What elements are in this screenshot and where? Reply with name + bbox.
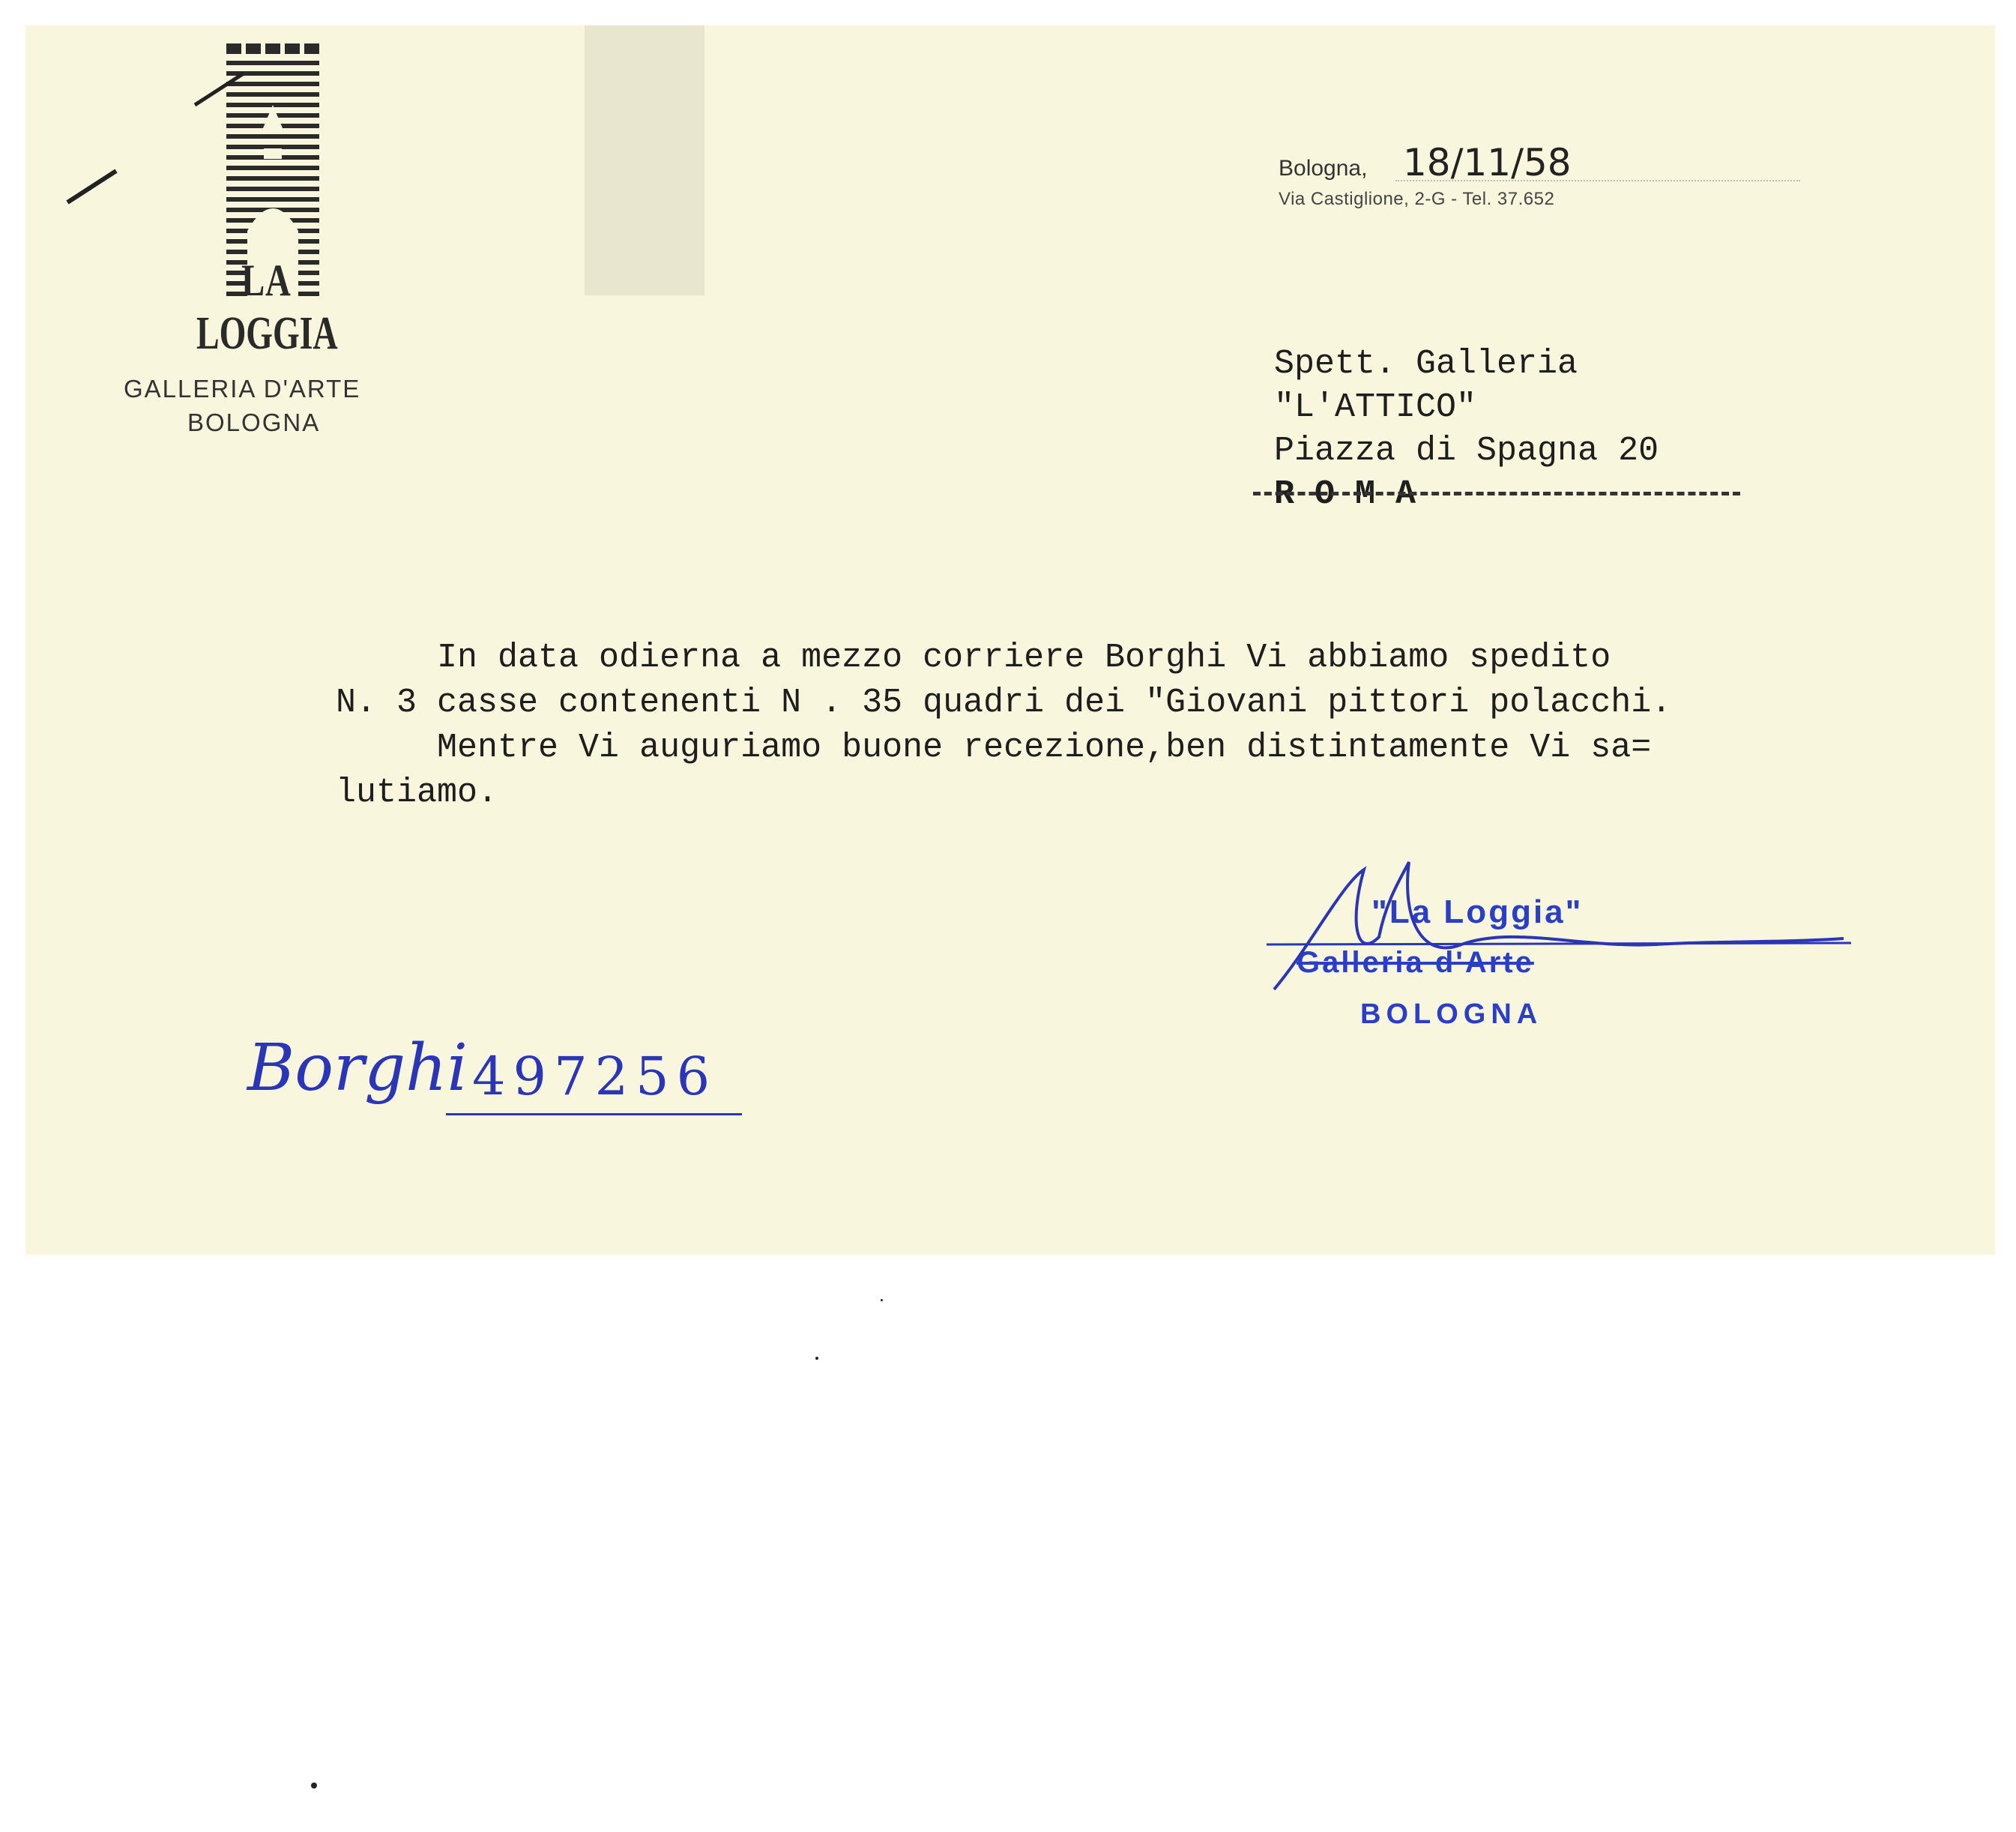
- stamp-gallery-type: Galleria d'Arte: [1297, 946, 1534, 979]
- handwritten-name: Borghi: [247, 1031, 468, 1106]
- sender-address: Via Castiglione, 2-G - Tel. 37.652: [1279, 189, 1555, 209]
- brand-la: LA: [241, 256, 292, 305]
- date-rule: [1395, 180, 1800, 181]
- recipient-line-4: R O M A: [1274, 475, 1416, 513]
- speck: [881, 1299, 883, 1301]
- body-line-2: N. 3 casse contenenti N . 35 quadri dei "Giovani pittori polacchi.: [336, 684, 1672, 722]
- recipient-underline: [1253, 492, 1740, 495]
- pin-mark-icon: [45, 52, 262, 217]
- body-line-1: In data odierna a mezzo corriere Borghi Vi abbiamo spedito: [336, 639, 1611, 677]
- recipient-line-3: Piazza di Spagna 20: [1274, 432, 1659, 470]
- stamp-gallery-name: "La Loggia": [1371, 894, 1584, 930]
- speck: [815, 1357, 818, 1360]
- handwritten-underline: [446, 1113, 742, 1115]
- brand-city: BOLOGNA: [187, 409, 321, 436]
- recipient-line-2: "L'ATTICO": [1274, 388, 1477, 427]
- ghost-logo-icon: [585, 25, 704, 295]
- brand-subtitle: GALLERIA D'ARTE: [124, 375, 361, 403]
- body-line-3: Mentre Vi auguriamo buone recezione,ben distintamente Vi sa=: [336, 729, 1652, 767]
- letter-date: 18/11/58: [1403, 141, 1572, 184]
- recipient-line-1: Spett. Galleria: [1274, 345, 1578, 383]
- body-line-4: lutiamo.: [336, 774, 498, 812]
- brand-loggia: LOGGIA: [196, 308, 338, 359]
- stamp-city: BOLOGNA: [1360, 998, 1543, 1030]
- place-label: Bologna,: [1279, 156, 1368, 181]
- handwritten-number: 497256: [472, 1046, 718, 1107]
- signature-icon: [1267, 855, 1866, 1004]
- speck: [311, 1783, 317, 1789]
